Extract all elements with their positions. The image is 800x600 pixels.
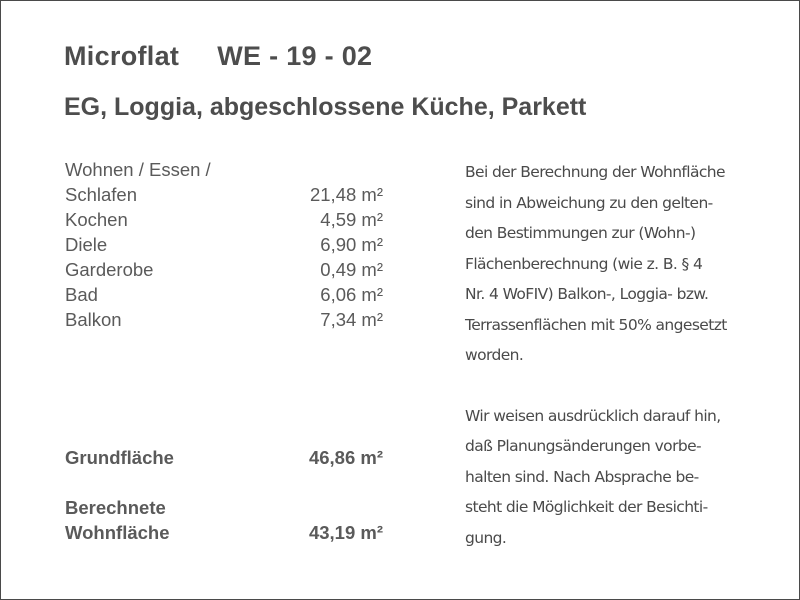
room-row (65, 207, 383, 232)
note-line: steht die Möglichkeit der Besichti- (465, 498, 708, 516)
note-line: worden. (465, 346, 524, 364)
unit-code: WE - 19 - 02 (217, 41, 373, 71)
note-line: daß Planungsänderungen vorbe- (465, 437, 702, 455)
room-row (65, 307, 383, 332)
grundflaeche-label: Grundfläche (65, 447, 174, 468)
room-row (65, 257, 383, 282)
wohnflaeche-total (65, 495, 383, 545)
page-title (64, 41, 372, 72)
room-area: 6,06 m² (320, 284, 383, 305)
room-label: Kochen (65, 209, 128, 230)
note-line: Terrassenflächen mit 50% angesetzt (465, 315, 727, 334)
notes (465, 157, 765, 553)
wohnflaeche-label-line2: Wohnfläche (65, 522, 170, 543)
room-row (65, 282, 383, 307)
note-line: Nr. 4 WoFIV) Balkon-, Loggia- bzw. (465, 285, 709, 303)
room-row (65, 182, 383, 207)
note-line: halten sind. Nach Absprache be- (465, 467, 699, 486)
note-line: Flächenberechnung (wie z. B. § 4 (465, 254, 703, 273)
room-list (65, 157, 383, 332)
note-calculation (465, 157, 765, 371)
note-line: Wir weisen ausdrücklich darauf hin, (465, 406, 721, 425)
unit-type: Microflat (64, 41, 180, 71)
note-line: den Bestimmungen zur (Wohn-) (465, 224, 696, 242)
room-area: 4,59 m² (320, 209, 383, 230)
note-disclaimer (465, 401, 765, 554)
room-area: 6,90 m² (320, 234, 383, 255)
room-row (65, 157, 383, 182)
room-area: 21,48 m² (309, 184, 383, 205)
room-label: Garderobe (65, 259, 154, 280)
unit-features: EG, Loggia, abgeschlossene Küche, Parkett (64, 93, 587, 121)
room-area: 7,34 m² (320, 309, 383, 330)
grundflaeche-value: 46,86 m² (308, 447, 383, 468)
room-label: Diele (65, 234, 108, 255)
note-line: gung. (465, 528, 507, 547)
note-line: sind in Abweichung zu den gelten- (465, 193, 713, 212)
room-label: Wohnen / Essen / (65, 159, 211, 180)
wohnflaeche-label-line1: Berechnete (65, 497, 166, 518)
room-row (65, 232, 383, 257)
room-label: Bad (65, 284, 98, 305)
grundflaeche-total (65, 445, 383, 470)
wohnflaeche-value: 43,19 m² (308, 522, 383, 543)
room-area: 0,49 m² (320, 259, 383, 280)
room-label: Balkon (65, 309, 122, 330)
room-label: Schlafen (65, 184, 137, 205)
note-line: Bei der Berechnung der Wohnfläche (465, 163, 725, 181)
